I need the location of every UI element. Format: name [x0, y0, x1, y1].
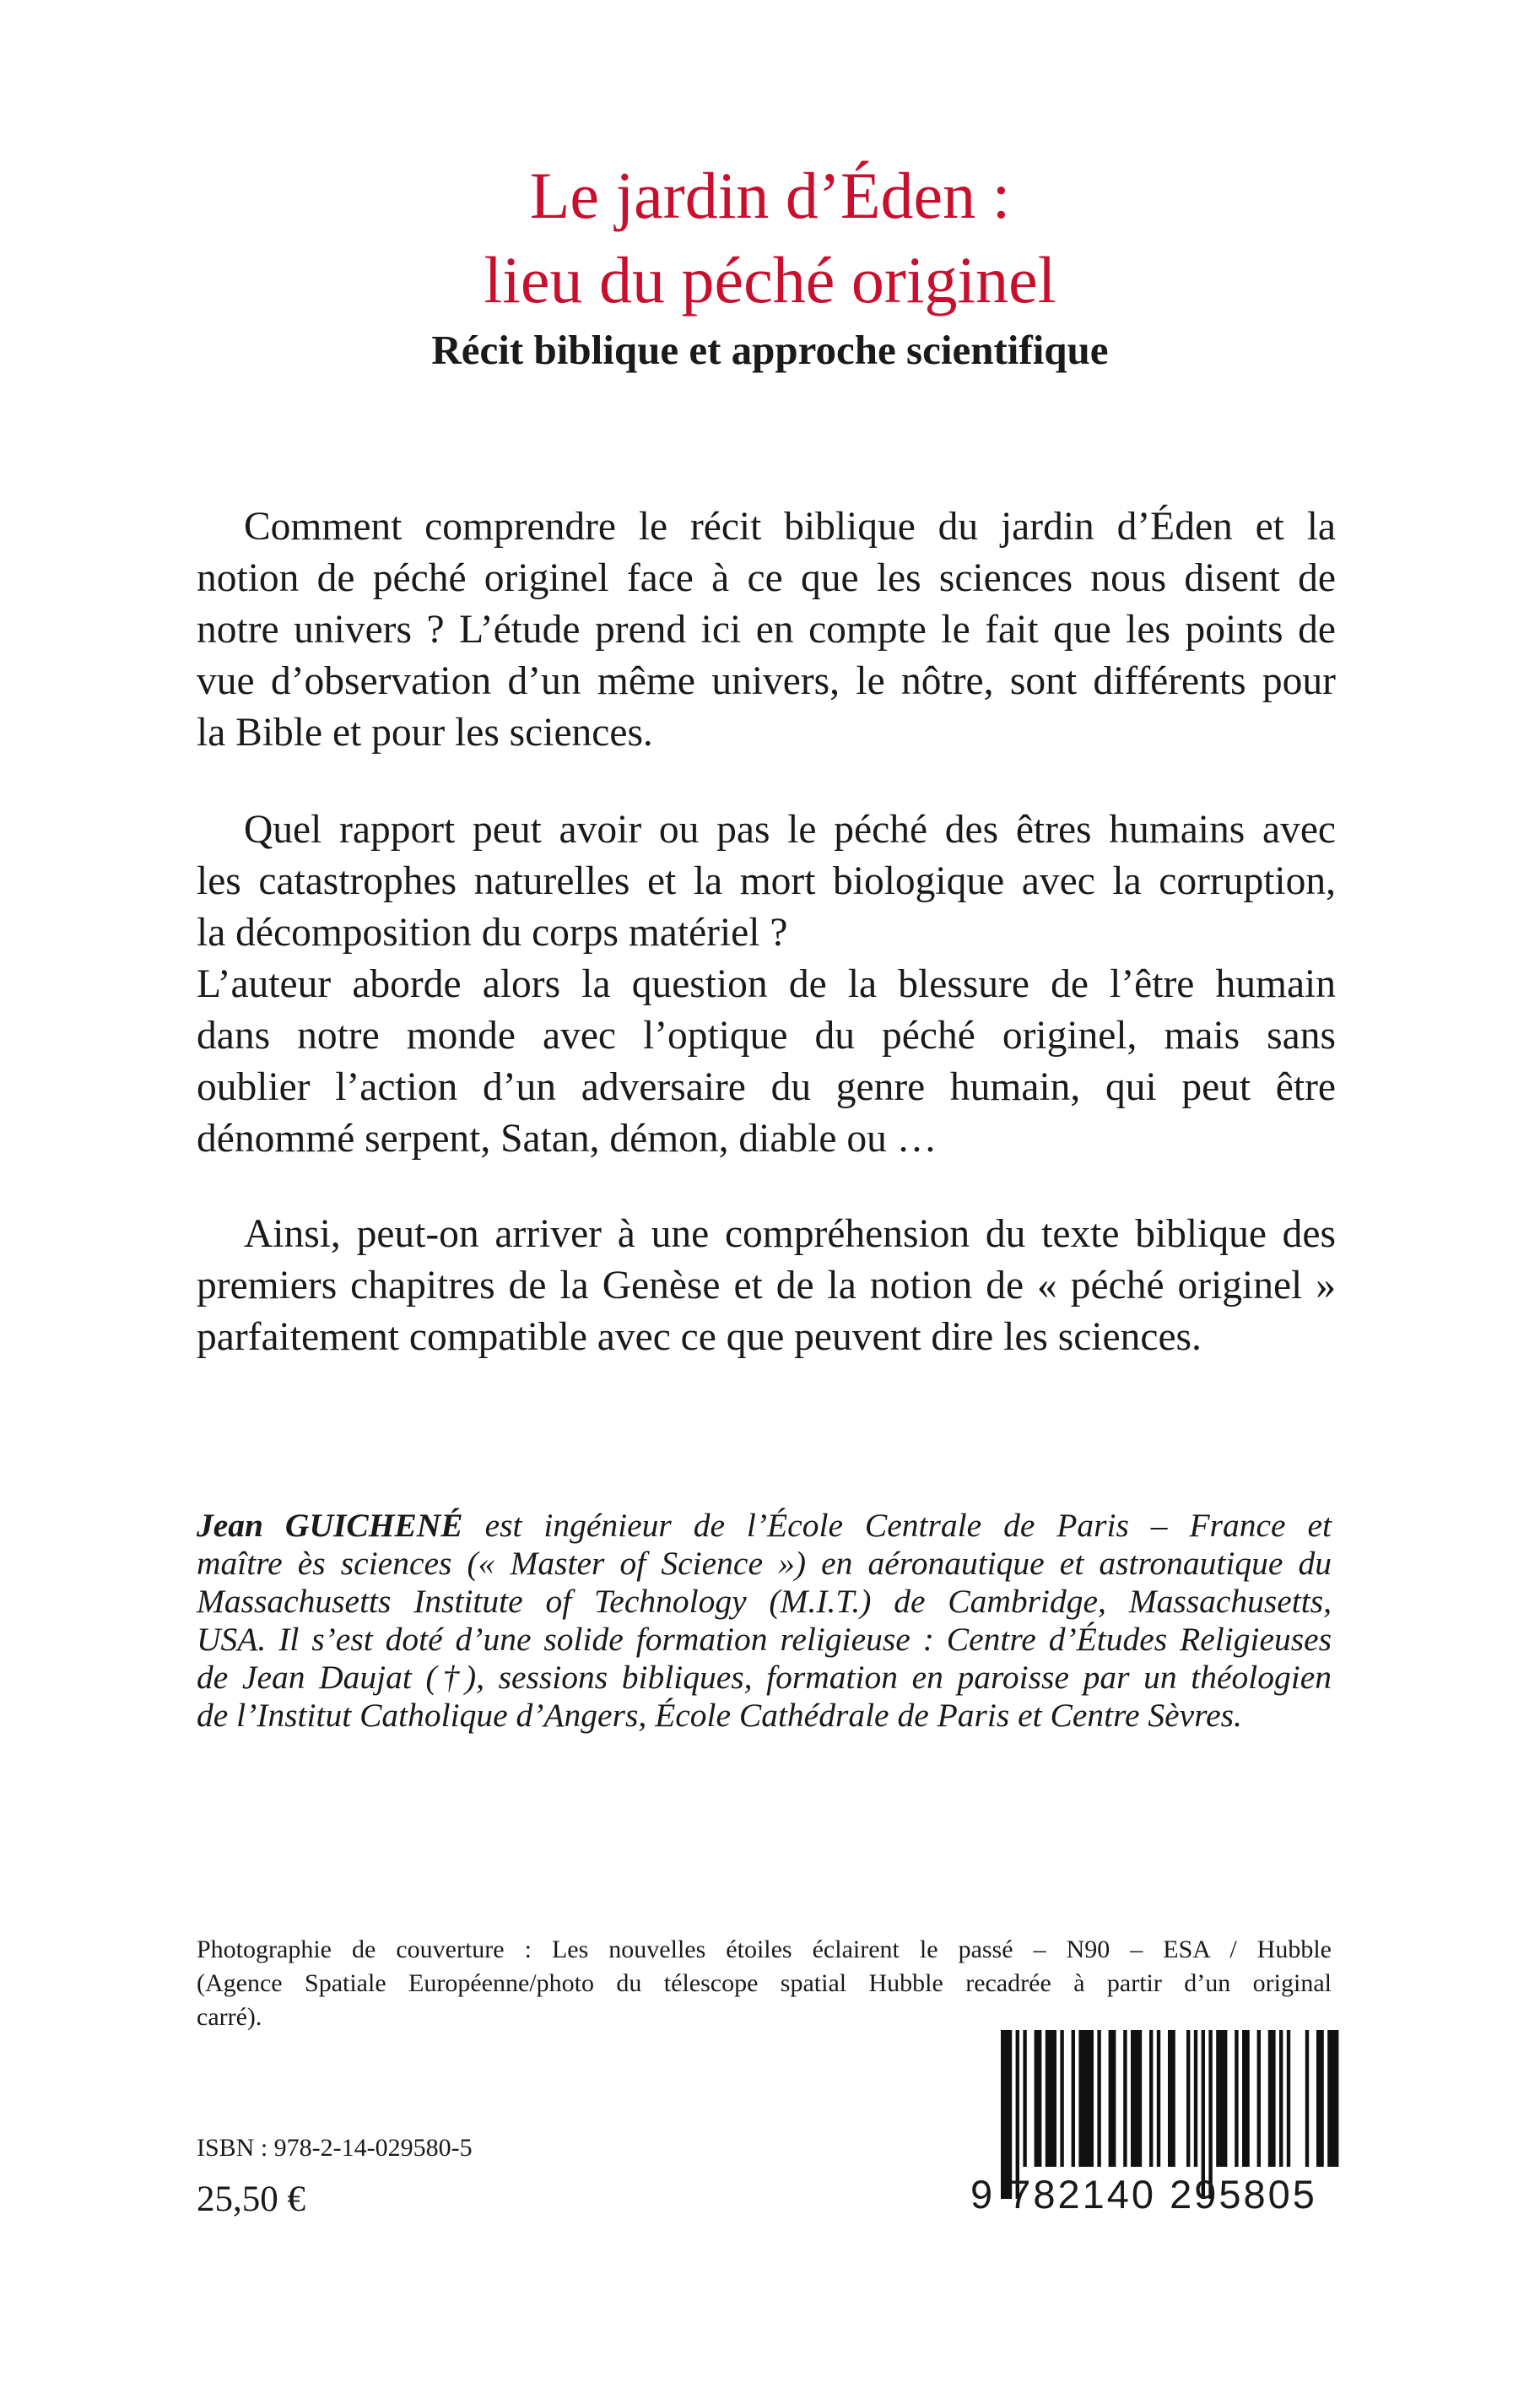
barcode-bar — [1316, 2030, 1324, 2167]
blurb-line: Comment comprendre le récit biblique du jardin d’Éden et la — [244, 505, 1336, 549]
barcode-bar — [1235, 2030, 1238, 2167]
blurb-line: vue d’observation d’un même univers, le nôtre, sont différents pour — [197, 659, 1336, 703]
blurb-line: parfaitement compatible avec ce que peuvent dire les sciences. — [197, 1315, 1202, 1359]
blurb-paragraph-3 — [197, 1209, 1336, 1363]
barcode-bar — [1327, 2030, 1338, 2167]
barcode-bar — [1194, 2030, 1197, 2167]
blurb-line: Ainsi, peut-on arriver à une compréhension du texte biblique des — [244, 1212, 1336, 1256]
isbn-label: ISBN : 978-2-14-029580-5 — [197, 2134, 473, 2162]
barcode-bar — [1097, 2030, 1100, 2167]
credit-line: Photographie de couverture : Les nouvelles étoiles éclairent le passé – N90 – ESA / Hubble — [197, 1936, 1332, 1963]
blurb-paragraph-1 — [197, 501, 1336, 759]
blurb-line: notion de péché originel face à ce que les sciences nous disent de — [197, 556, 1336, 600]
blurb-line: dans notre monde avec l’optique du péché originel, mais sans — [197, 1014, 1336, 1058]
book-title-line-2: lieu du péché originel — [484, 243, 1056, 317]
blurb-line: dénommé serpent, Satan, démon, diable ou … — [197, 1117, 938, 1161]
credit-line: carré). — [197, 2003, 262, 2031]
barcode-bar — [1305, 2030, 1309, 2167]
barcode-bar — [1035, 2030, 1042, 2167]
blurb-line: Quel rapport peut avoir ou pas le péché des êtres humains avec — [244, 808, 1336, 852]
bio-line-text: est ingénieur de l’École Centrale de Paris – France et — [462, 1507, 1332, 1544]
barcode-bar — [1023, 2030, 1026, 2167]
barcode-bar — [1216, 2030, 1227, 2167]
barcode-bar — [1149, 2030, 1153, 2167]
author-name: Jean GUICHENÉ — [197, 1507, 463, 1544]
bio-line: de Jean Daujat (†), sessions bibliques, formation en paroisse par un théologien — [197, 1659, 1332, 1696]
author-bio — [197, 1507, 1332, 1735]
bio-line: maître ès sciences (« Master of Science ») en aéronautique et astronautique du — [197, 1545, 1332, 1582]
barcode-digits: 9 782140 295805 — [970, 2172, 1317, 2217]
barcode-bar — [1123, 2030, 1127, 2167]
bio-line: USA. Il s’est doté d’une solide formation religieuse : Centre d’Études Religieuses — [197, 1621, 1332, 1658]
bio-line: de l’Institut Catholique d’Angers, École Cathédrale de Paris et Centre Sèvres. — [197, 1697, 1242, 1734]
blurb-line: notre univers ? L’étude prend ici en compte le fait que les points de — [197, 608, 1336, 652]
book-subtitle: Récit biblique et approche scientifique — [431, 327, 1109, 373]
blurb-paragraph-2 — [197, 804, 1336, 1165]
bio-line — [197, 1507, 1332, 1545]
barcode-bar — [1168, 2030, 1175, 2167]
barcode-bar — [1131, 2030, 1142, 2167]
blurb-line: les catastrophes naturelles et la mort biologique avec la corruption, — [197, 859, 1336, 903]
blurb-line: L’auteur aborde alors la question de la blessure de l’être humain — [197, 962, 1336, 1006]
barcode-bar — [1257, 2030, 1261, 2167]
barcode-bar — [1186, 2030, 1190, 2167]
barcode-bar — [1279, 2030, 1283, 2167]
book-title-line-1: Le jardin d’Éden : — [529, 159, 1011, 232]
barcode-bar — [1109, 2030, 1116, 2167]
barcode-bar — [1046, 2030, 1056, 2167]
barcode-bar — [1157, 2030, 1160, 2167]
blurb-line: premiers chapitres de la Genèse et de la notion de « péché originel » — [197, 1264, 1336, 1307]
photo-credit — [197, 1933, 1332, 2034]
credit-line: (Agence Spatiale Européenne/photo du télescope spatial Hubble recadrée à partir d’un original — [197, 1969, 1332, 1997]
blurb-line: oublier l’action d’un adversaire du genre humain, qui peut être — [197, 1065, 1336, 1109]
barcode-bar — [1242, 2030, 1250, 2167]
barcode-bar — [1078, 2030, 1094, 2167]
barcode-bar — [1268, 2030, 1276, 2167]
blurb-line: la décomposition du corps matériel ? — [197, 911, 788, 955]
blurb-line: la Bible et pour les sciences. — [197, 711, 653, 755]
barcode-bar — [1072, 2030, 1075, 2167]
barcode-bar — [1287, 2030, 1290, 2167]
bio-line: Massachusetts Institute of Technology (M.I.T.) de Cambridge, Massachusetts, — [197, 1583, 1332, 1620]
barcode-bar — [1060, 2030, 1063, 2167]
price-label: 25,50 € — [197, 2179, 305, 2219]
